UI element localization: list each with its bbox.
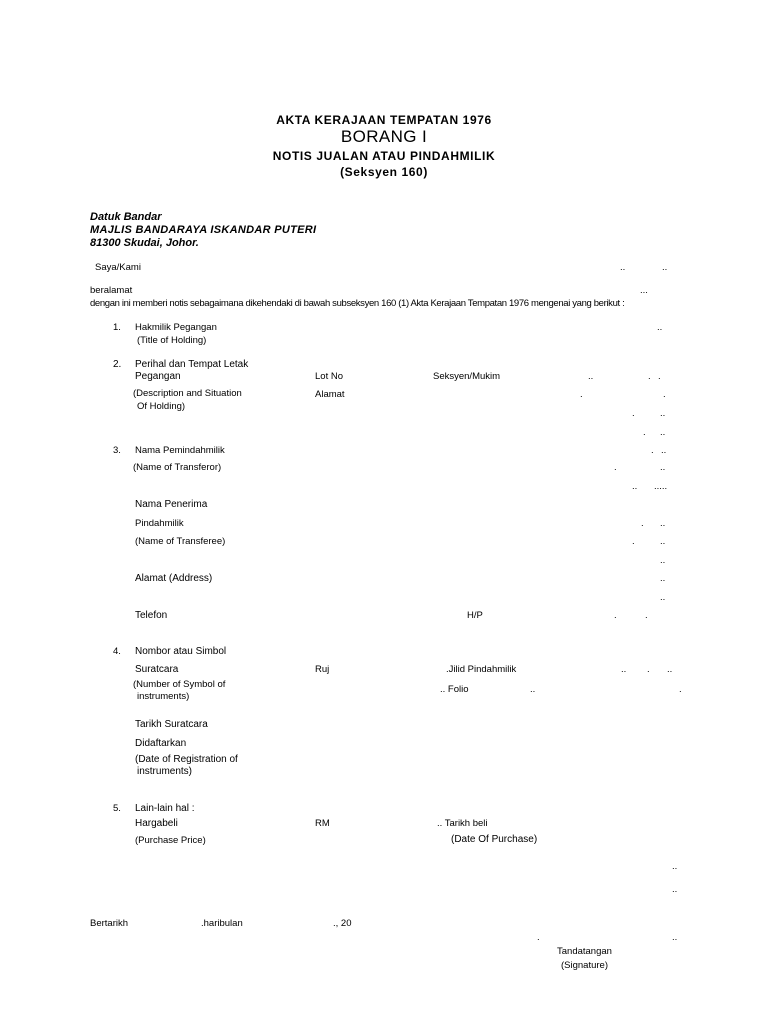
item2-dots-2: . [648,371,651,382]
item1-label: Hakmilik Pegangan [135,322,217,333]
item4-label-b: Suratcara [135,664,179,675]
signature-label: Tandatangan [557,946,612,957]
purchase-price-en: (Purchase Price) [135,835,206,846]
act-title: AKTA KERAJAAN TEMPATAN 1976 [276,113,492,127]
reg-date-label-en-a: (Date of Registration of [135,754,238,765]
item2-dots-5: . [663,389,666,400]
notice-statement: dengan ini memberi notis sebagaimana dikehendaki di bawah subseksyen 160 (1) Akta Kerajaan Tempatan 1976 mengenai yang berikut : [90,298,625,309]
transferee-label-a: Nama Penerima [135,499,208,510]
item3-dots-11: .. [660,555,666,566]
year-label: ., 20 [333,918,352,929]
item3-dots-8: .. [660,518,666,529]
lot-label: Lot No [315,371,343,382]
item4-dots-2: . [647,664,650,675]
transferor-label-en: (Name of Transferor) [133,462,222,473]
alamat-label: Alamat [315,389,345,400]
jilid-label: .Jilid Pindahmilik [446,664,517,675]
notice-title: NOTIS JUALAN ATAU PINDAHMILIK [272,149,496,163]
item1-number: 1. [113,322,121,333]
item3-dots-12: .. [660,573,666,584]
beralamat-dots: ... [640,285,648,296]
item3-dots-10: .. [660,536,666,547]
item2-label-b: Pegangan [135,371,181,382]
section-ref: (Seksyen 160) [340,165,428,179]
item4-dots-4: .. [530,684,536,695]
item5-number: 5. [113,803,121,814]
transferee-label-en: (Name of Transferee) [135,536,226,547]
hp-label: H/P [467,610,483,621]
rm-label: RM [315,818,330,829]
item4-dots-3: .. [667,664,673,675]
item3-dots-3: . [614,462,617,473]
folio-label: .. Folio [440,684,469,695]
item5-dots-2: .. [672,884,678,895]
item1-dots: .. [657,322,663,333]
item2-dots-3: . [658,371,661,382]
item4-label-en-a: (Number of Symbol of [133,679,226,690]
signature-label-en: (Signature) [561,960,608,971]
reg-date-label-a: Tarikh Suratcara [135,719,208,730]
item2-dots-4: . [580,389,583,400]
signature-dots-2: .. [672,932,678,943]
bertarikh-label: Bertarikh [90,918,129,929]
item3-dots-15: . [645,610,648,621]
item2-label-a: Perihal dan Tempat Letak [135,359,249,370]
item3-dots-14: . [614,610,617,621]
ruj-label: Ruj [315,664,330,675]
saya-label: Saya/Kami [95,262,141,273]
seksyen-label: Seksyen/Mukim [433,371,501,382]
item3-dots-13: .. [660,592,666,603]
item4-label-en-b: instruments) [137,691,190,702]
reg-date-label-en-b: instruments) [137,766,193,777]
item2-dots-8: . [643,427,646,438]
transferor-label: Nama Pemindahmilik [135,445,225,456]
item3-dots-6: ..... [654,481,668,492]
item2-label-en-b: Of Holding) [137,401,186,412]
item2-label-en-a: (Description and Situation [133,388,242,399]
item3-dots-7: . [641,518,644,529]
item4-number: 4. [113,646,121,657]
item4-dots-5: . [679,684,682,695]
address-label: Alamat (Address) [135,573,213,584]
signature-dots-1: . [537,932,540,943]
addressee-council: MAJLIS BANDARAYA ISKANDAR PUTERI [90,224,317,236]
item3-number: 3. [113,445,121,456]
hargabeli-label: Hargabeli [135,818,178,829]
item2-dots-9: .. [660,427,666,438]
item3-dots-1: . [651,445,654,456]
item2-dots-6: . [632,408,635,419]
form-title: BORANG I [340,127,428,146]
beralamat-label: beralamat [90,285,133,296]
item2-dots-7: .. [660,408,666,419]
tarikh-beli-label: .. Tarikh beli [437,818,488,829]
item4-label-a: Nombor atau Simbol [135,646,227,657]
addressee-postcode: 81300 Skudai, Johor. [90,237,199,249]
item5-label: Lain-lain hal : [135,803,195,814]
item2-number: 2. [113,359,122,370]
haribulan-label: .haribulan [201,918,243,929]
saya-dots-2: .. [662,262,668,273]
saya-dots-1: .. [620,262,626,273]
item3-dots-2: .. [661,445,667,456]
item5-dots-1: .. [672,861,678,872]
telefon-label: Telefon [135,610,168,621]
item2-dots-1: .. [588,371,594,382]
item4-dots-1: .. [621,664,627,675]
addressee-title: Datuk Bandar [90,211,162,223]
item3-dots-4: .. [660,462,666,473]
item1-label-en: (Title of Holding) [137,335,207,346]
transferee-label-b: Pindahmilik [135,518,184,529]
reg-date-label-b: Didaftarkan [135,738,187,749]
item3-dots-9: . [632,536,635,547]
purchase-date-en: (Date Of Purchase) [451,834,538,845]
item3-dots-5: .. [632,481,638,492]
